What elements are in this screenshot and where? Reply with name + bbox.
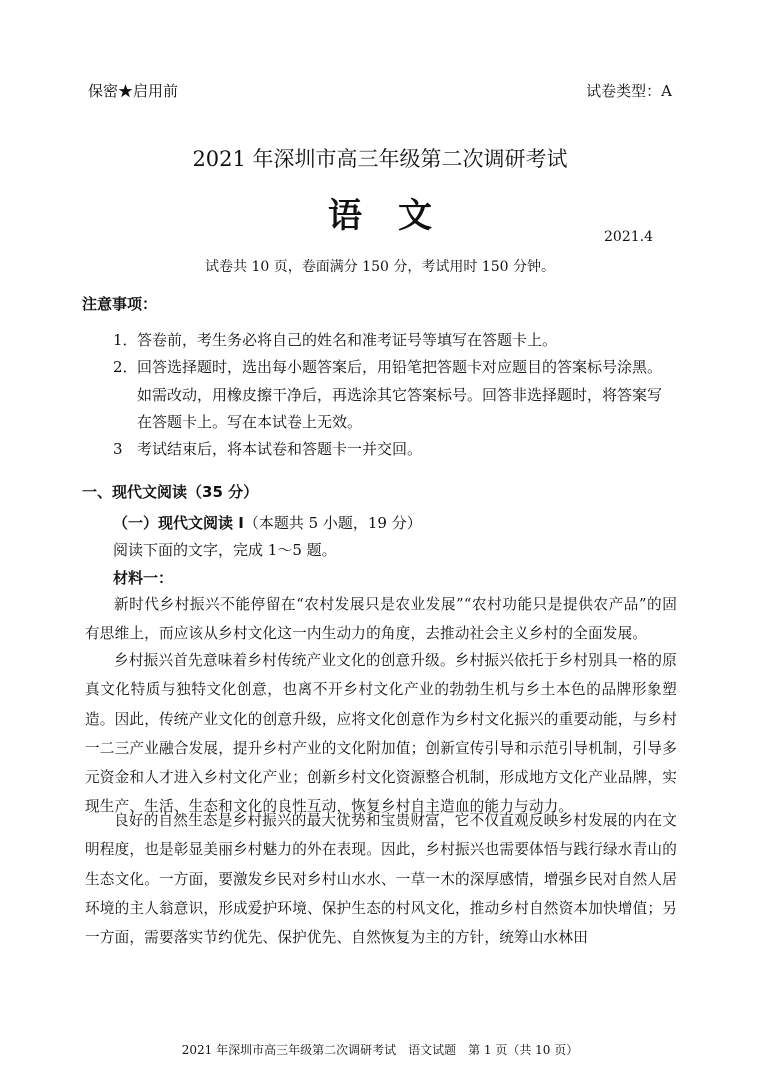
confidential-label: 保密★启用前 <box>88 82 179 100</box>
section-heading: 一、现代文阅读（35 分） <box>82 483 259 501</box>
note-item-2-line-2: 如需改动，用橡皮擦干净后，再选涂其它答案标号。回答非选择题时，将答案写 <box>137 386 663 404</box>
note-item-3 <box>113 438 422 459</box>
exam-title: 2021 年深圳市高三年级第二次调研考试 <box>192 147 568 171</box>
subsection-score: （本题共 5 小题，19 分） <box>243 514 422 532</box>
note-number: 2． <box>113 358 138 376</box>
exam-info: 试卷共 10 页，卷面满分 150 分，考试用时 150 分钟。 <box>205 259 555 275</box>
paragraph: 良好的自然生态是乡村振兴的最大优势和宝贵财富，它不仅直观反映乡村发展的内在文明程度，也是彰显美丽乡村魅力的外在表现。因此，乡村振兴也需要体悟与践行绿水青山的生态文化。一方面，要激发乡民对乡村山水水、一草一木的深厚感情，增强乡民对自然人居环境的主人翁意识，形成爱护环境、保护生态的村风文化，推动乡村自然资本加快增值；另一方面，需要落实节约优先、保护优先、自然恢复为主的方针，统筹山水林田 <box>85 812 677 947</box>
material-label: 材料一： <box>113 569 174 587</box>
note-text: 答卷前，考生务必将自己的姓名和准考证号等填写在答题卡上。 <box>137 331 558 349</box>
subsection-title: （一）现代文阅读 I <box>113 514 244 532</box>
paragraph: 新时代乡村振兴不能停留在“农村发展只是农业发展”“农村功能只是提供农产品”的固有思维上，而应该从乡村文化这一内生动力的角度，去推动社会主义乡村的全面发展。 <box>85 596 677 643</box>
subsection-heading <box>113 512 422 533</box>
note-text: 回答选择题时，选出每小题答案后，用铅笔把答题卡对应题目的答案标号涂黑。 <box>137 358 663 376</box>
note-number: 3 <box>113 440 123 458</box>
note-item-2-line-3: 在答题卡上。写在本试卷上无效。 <box>137 413 363 431</box>
paragraph: 乡村振兴首先意味着乡村传统产业文化的创意升级。乡村振兴依托于乡村别具一格的原真文化特质与独特文化创意，也离不开乡村文化产业的勃勃生机与乡土本色的品牌形象塑造。因此，传统产业文化的创意升级，应将文化创意作为乡村文化振兴的重要动能，与乡村一二三产业融合发展，提升乡村产业的文化附加值；创新宣传引导和示范引导机制，引导多元资金和人才进入乡村文化产业；创新乡村文化资源整合机制，形成地方文化产业品牌，实现生产、生活、生态和文化的良性互动，恢复乡村自主造血的能力与动力。 <box>85 652 677 816</box>
note-item-2 <box>113 356 662 377</box>
notes-title: 注意事项： <box>82 295 158 313</box>
note-text: 考试结束后，将本试卷和答题卡一并交回。 <box>137 440 423 458</box>
paper-type-label: 试卷类型：A <box>586 82 672 100</box>
reading-instruction: 阅读下面的文字，完成 1～5 题。 <box>113 541 337 559</box>
note-number: 1． <box>113 331 138 349</box>
page-footer: 2021 年深圳市高三年级第二次调研考试 语文试题 第 1 页（共 10 页） <box>181 1043 579 1057</box>
note-item-1 <box>113 329 557 350</box>
subject-title: 语文 <box>328 196 468 236</box>
exam-date: 2021.4 <box>604 229 653 245</box>
